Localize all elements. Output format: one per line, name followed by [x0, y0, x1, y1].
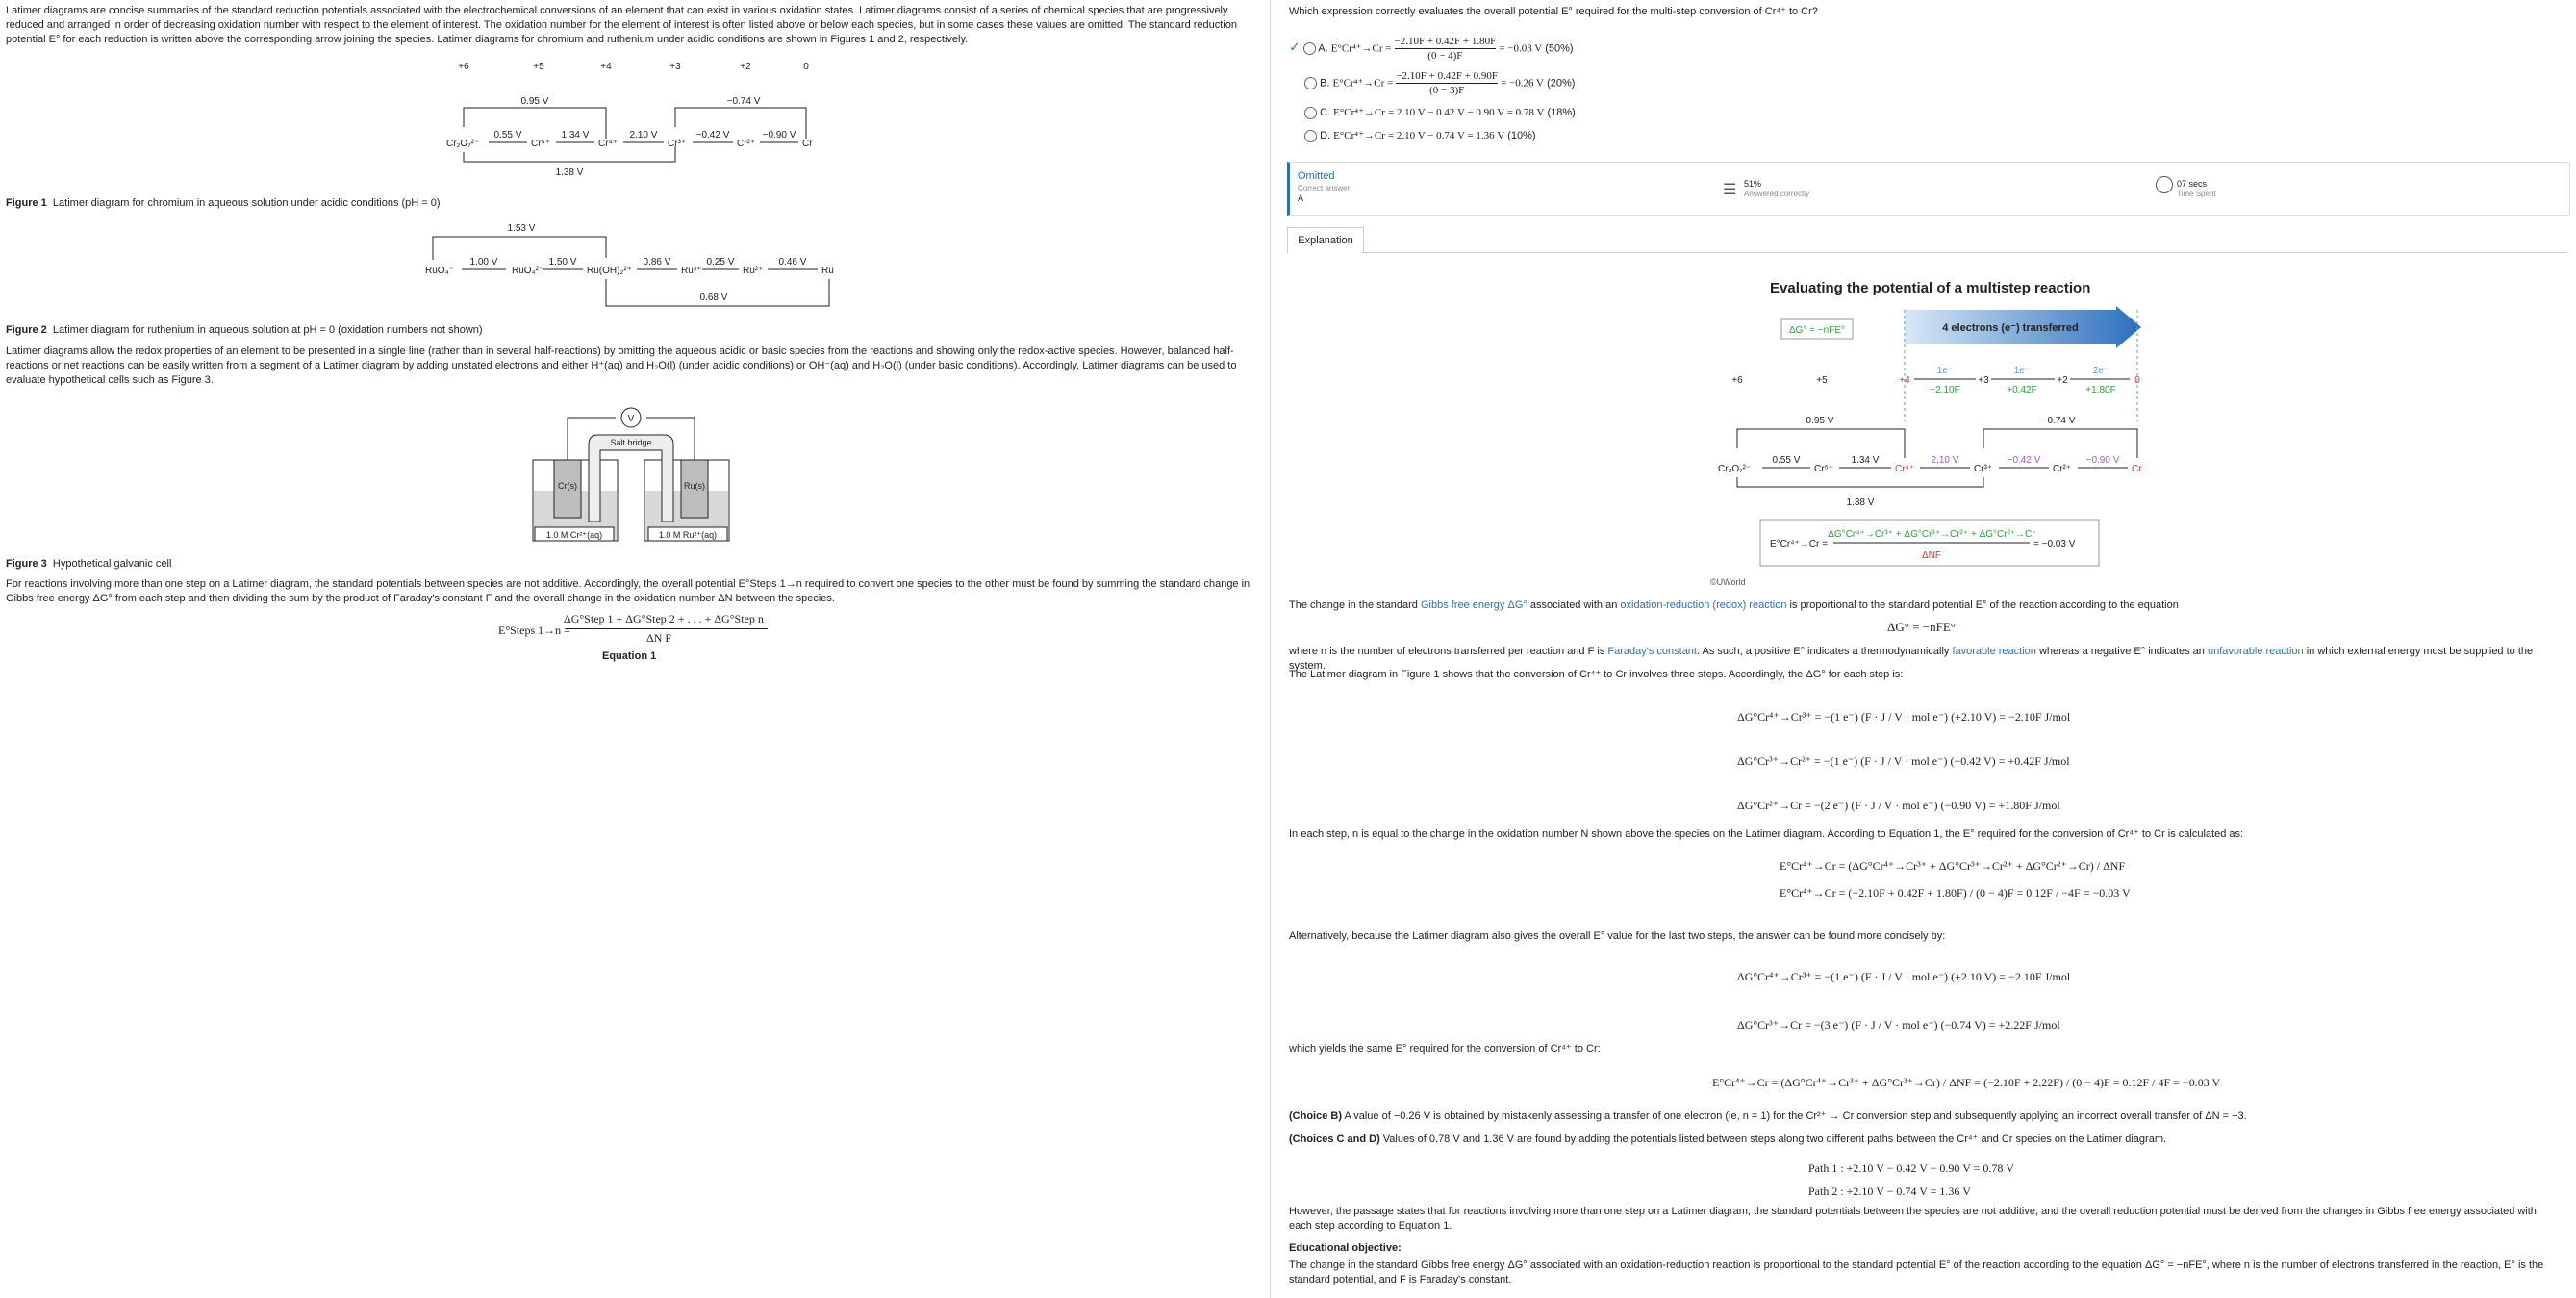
choice-d-lhs: E°Cr⁴⁺→Cr	[1333, 130, 1385, 141]
exp-sp-3: Cr³⁺	[1974, 464, 1993, 474]
fig1-sp-2: Cr⁴⁺	[598, 139, 619, 149]
calc1-0-val: (+2.10 V)	[1951, 710, 1997, 724]
choice-cd-label: (Choices C and D)	[1289, 1133, 1380, 1145]
exp-step-e-2: 2e⁻	[2092, 366, 2109, 376]
fig2-pot-0: 1.00 V	[469, 257, 498, 267]
exp-choice-cd	[1289, 1133, 2559, 1147]
fig2-sp-2: Ru(OH)₂²⁺	[587, 266, 632, 276]
left-solution: 1.0 M Cr²⁺(aq)	[545, 530, 603, 540]
calc3-1-res: = +2.22F J/mol	[1988, 1018, 2060, 1031]
calc3-0-mid: (F · J / V · mol e⁻)	[1860, 970, 1949, 983]
exp-pot-0: 0.55 V	[1772, 455, 1801, 466]
pct-correct-value: 51%	[1744, 179, 1762, 189]
fig1-pot-4: −0.90 V	[762, 130, 796, 140]
passage-intro: Latimer diagrams are concise summaries of the standard reduction potentials associated with the electrochemical conversions of an element that can exist in various oxidation states. Latimer diagrams consist of a series of chemical species that are progressively reduced and arranged in order of decreasing oxidation number with respect to the element of interest. The oxidation number for the element of interest is often listed above or below each species, but in some cases these values are omitted. The standard reduction potential E° for each reduction is written above the corresponding arrow joining the species. Latimer diagrams for chromium and ruthenium under acidic conditions are shown in Figures 1 and 2, respectively.	[6, 5, 1238, 45]
calc1-2-mid: (F · J / V · mol e⁻)	[1851, 799, 1938, 812]
choice-b-letter: B.	[1320, 77, 1330, 89]
fig1-top-a: 0.95 V	[520, 96, 549, 107]
fig2-bottom: 0.68 V	[699, 293, 728, 303]
fig1-pot-1: 1.34 V	[561, 130, 590, 140]
exp-sp-1: Cr⁵⁺	[1814, 464, 1833, 474]
exp-result-lhs: E°Cr⁴⁺→Cr =	[1770, 539, 1828, 549]
exp-bracket-top-b: −0.74 V	[2041, 416, 2076, 426]
eq1-num: ΔG°Step 1 + ΔG°Step 2 + . . . + ΔG°Step n	[564, 612, 764, 625]
fig2-pot-4: 0.46 V	[778, 257, 807, 267]
fig1-pot-2: 2.10 V	[629, 130, 658, 140]
exp-p2b: . As such, a positive E° indicates a thermodynamically	[1696, 646, 1953, 657]
choice-a[interactable]	[1289, 35, 1574, 63]
exp-p1c: is proportional to the standard potential E° of the reaction according to the equation	[1786, 599, 2179, 611]
time-value: 07 secs	[2177, 179, 2208, 189]
choice-b-pct: (20%)	[1547, 77, 1576, 89]
passage-para-3: For reactions involving more than one step on a Latimer diagram, the standard potentials between species are not additive. Accordingly, the overall potential E°Steps 1→n required to convert one species to the other must be found by summing the standard change in Gibbs free energy ΔG° from each step and then dividing the sum by the product of Faraday's constant F and the overall change in the oxidation number ΔN between the species.	[6, 578, 1250, 604]
exp-ox-0: +6	[1731, 375, 1743, 386]
calc2-line-2: E°Cr⁴⁺→Cr = (−2.10F + 0.42F + 1.80F) / (0 − 4)F = 0.12F / −4F = −0.03 V	[1780, 886, 2131, 900]
fig2-sp-3: Ru³⁺	[681, 266, 702, 276]
eq1-lhs: E°Steps 1→n =	[498, 624, 570, 637]
fig1-sp-4: Cr²⁺	[737, 139, 756, 149]
calc-block-4: E°Cr⁴⁺→Cr = (ΔG°Cr⁴⁺→Cr³⁺ + ΔG°Cr³⁺→Cr) / ΔNF = (−2.10F + 2.22F) / (0 − 4)F = 0.12F / 4F = −0.03 V	[1712, 1076, 2221, 1089]
choice-d-letter: D.	[1320, 130, 1331, 141]
fig1-sp-1: Cr⁵⁺	[531, 139, 550, 149]
exp-result-num: ΔG°Cr⁴⁺→Cr³⁺ + ΔG°Cr³⁺→Cr²⁺ + ΔG°Cr²⁺→Cr	[1828, 529, 2035, 540]
exp-ox-2: +4	[1899, 375, 1910, 386]
choice-a-den: (0 − 4)F	[1427, 50, 1463, 62]
choice-b-label: (Choice B)	[1289, 1110, 1342, 1122]
figure-3-text: Hypothetical galvanic cell	[52, 558, 172, 570]
fig2-pot-3: 0.25 V	[706, 257, 735, 267]
figure-2-latimer-ruthenium	[423, 219, 846, 308]
exp-step-e-0: 1e⁻	[1936, 366, 1954, 376]
choice-c-pct: (18%)	[1547, 107, 1576, 118]
exp-p2c: whereas a negative E° indicates an	[2035, 646, 2208, 657]
exp-ox-5: 0	[2134, 375, 2140, 386]
exp-para-6: which yields the same E° required for the conversion of Cr⁴⁺ to Cr:	[1289, 1043, 1601, 1055]
fig1-pot-3: −0.42 V	[695, 130, 730, 140]
exp-sp-5: Cr	[2132, 464, 2142, 474]
calc1-1-lhs: ΔG°Cr³⁺→Cr²⁺ = −(1 e⁻)	[1737, 754, 1858, 768]
link-faraday[interactable]: Faraday's constant	[1607, 646, 1697, 657]
exp-bracket-bottom: 1.38 V	[1846, 497, 1875, 508]
dg-equation-box: ΔG° = −nFE°	[1788, 325, 1846, 336]
calc3-1-lhs: ΔG°Cr³⁺→Cr = −(3 e⁻)	[1737, 1018, 1849, 1031]
link-unfavorable[interactable]: unfavorable reaction	[2207, 646, 2304, 657]
calc3-0-lhs: ΔG°Cr⁴⁺→Cr³⁺ = −(1 e⁻)	[1737, 970, 1858, 983]
choice-a-radio[interactable]	[1303, 42, 1316, 55]
exp-step-g-0: −2.10F	[1930, 385, 1960, 395]
choice-a-rhs: = −0.03 V	[1499, 42, 1543, 55]
calc1-row	[1737, 695, 2070, 739]
calc1-2-res: = +1.80F J/mol	[1988, 799, 2060, 812]
choice-b[interactable]	[1304, 69, 1575, 97]
figure-3-caption	[6, 558, 171, 570]
explanation-latimer-figure	[1703, 306, 2145, 575]
choice-d-expr: = 2.10 V − 0.74 V = 1.36 V	[1387, 130, 1505, 141]
exp-p1a: The change in the standard	[1289, 599, 1421, 611]
exp-pot-3: −0.42 V	[2007, 455, 2041, 466]
left-electrode: Cr(s)	[558, 481, 577, 491]
figure-1-text: Latimer diagram for chromium in aqueous solution under acidic conditions (pH = 0)	[52, 197, 441, 209]
calc1-0-res: = −2.10F J/mol	[1999, 710, 2071, 724]
fig1-ox-1: +5	[533, 62, 544, 72]
calc-block-3	[1737, 953, 2070, 1049]
calc3-1-val: (−0.74 V)	[1940, 1018, 1986, 1031]
exp-pot-4: −0.90 V	[2085, 455, 2120, 466]
calc1-1-mid: (F · J / V · mol e⁻)	[1860, 754, 1948, 768]
calc-block-1	[1737, 695, 2070, 827]
exp-p2a: where n is the number of electrons transferred per reaction and F is	[1289, 646, 1608, 657]
calc1-0-lhs: ΔG°Cr⁴⁺→Cr³⁺ = −(1 e⁻)	[1737, 710, 1858, 724]
fig2-sp-4: Ru²⁺	[743, 266, 764, 276]
figure-1-latimer-chromium	[423, 60, 827, 185]
choice-a-num: −2.10F + 0.42F + 1.80F	[1394, 36, 1497, 47]
link-redox[interactable]: oxidation-reduction (redox) reaction	[1620, 599, 1787, 611]
exp-result-rhs: = −0.03 V	[2033, 539, 2076, 549]
exp-ox-4: +2	[2057, 375, 2068, 386]
exp-choice-b	[1289, 1109, 2559, 1124]
salt-bridge-label: Salt bridge	[610, 438, 652, 447]
equation-1-label: Equation 1	[602, 650, 657, 662]
right-solution: 1.0 M Ru²⁺(aq)	[658, 530, 718, 540]
paths-block	[1808, 1157, 2014, 1203]
figure-1-caption	[6, 197, 441, 209]
choice-cd-text: Values of 0.78 V and 1.36 V are found by adding the potentials listed between steps along two different paths between the Cr⁴⁺ and Cr species on the Latimer diagram.	[1379, 1133, 2167, 1145]
path-2: Path 2 : +2.10 V − 0.74 V = 1.36 V	[1808, 1184, 1971, 1198]
passage-para-2: Latimer diagrams allow the redox properties of an element to be presented in a single line (rather than in several half-reactions) by omitting the aqueous acidic or basic species from the reactions and showing only the redox-active species. However, balanced half-reactions or net reactions can be easily written from a segment of a Latimer diagram by adding unstated electrons and either H⁺(aq) and H₂O(l) (under acidic conditions) or OH⁻(aq) and H₂O(l) (under basic conditions). Accordingly, Latimer diagrams can be used to evaluate hypothetical cells such as Figure 3.	[6, 345, 1237, 386]
calc1-2-lhs: ΔG°Cr²⁺→Cr = −(2 e⁻)	[1737, 799, 1849, 812]
right-electrode: Ru(s)	[684, 481, 705, 491]
calc3-0-res: = −2.10F J/mol	[1999, 970, 2071, 983]
edu-objective-label: Educational objective:	[1289, 1242, 1402, 1254]
status-omitted: Omitted	[1298, 170, 1335, 182]
choice-b-radio[interactable]	[1304, 77, 1317, 89]
calc3-row	[1737, 953, 2070, 1001]
exp-sp-4: Cr²⁺	[2053, 464, 2072, 474]
calc1-1-res: = +0.42F J/mol	[1998, 754, 2070, 768]
choice-c-lhs: E°Cr⁴⁺→Cr	[1333, 107, 1385, 118]
correct-check-icon: ✓	[1289, 38, 1301, 55]
exp-step-g-1: +0.42F	[2007, 385, 2037, 395]
exp-step-e-1: 1e⁻	[2013, 366, 2031, 376]
choice-a-pct: (50%)	[1545, 42, 1574, 55]
exp-para-3: The Latimer diagram in Figure 1 shows that the conversion of Cr⁴⁺ to Cr involves three steps. Accordingly, the ΔG° for each step is:	[1289, 669, 1904, 680]
choice-b-rhs: = −0.26 V	[1501, 77, 1544, 89]
copyright: ©UWorld	[1710, 577, 1746, 587]
exp-pot-2: 2.10 V	[1931, 455, 1959, 466]
voltmeter-label: V	[627, 414, 635, 424]
figure-3-label: Figure 3	[6, 558, 47, 570]
choice-b-num: −2.10F + 0.42F + 0.90F	[1396, 70, 1499, 82]
path-1: Path 1 : +2.10 V − 0.42 V − 0.90 V = 0.78 V	[1808, 1161, 2014, 1175]
choice-b-lhs: E°Cr⁴⁺→Cr =	[1332, 77, 1394, 89]
exp-step-g-2: +1.80F	[2085, 385, 2116, 395]
exp-pot-1: 1.34 V	[1851, 455, 1880, 466]
exp-result-den: ΔNF	[1921, 550, 1942, 561]
choice-d-pct: (10%)	[1507, 130, 1536, 141]
exp-sp-0: Cr₂O₇²⁻	[1718, 464, 1752, 474]
fig1-ox-4: +2	[740, 62, 751, 72]
eq-dg-main: ΔG° = −nFE°	[1887, 620, 1956, 634]
fig1-ox-3: +3	[669, 62, 681, 72]
exp-bracket-top-a: 0.95 V	[1806, 416, 1834, 426]
fig1-bottom: 1.38 V	[555, 167, 584, 178]
calc1-row	[1737, 739, 2070, 783]
calc2-line-1: E°Cr⁴⁺→Cr = (ΔG°Cr⁴⁺→Cr³⁺ + ΔG°Cr³⁺→Cr²⁺ + ΔG°Cr²⁺→Cr) / ΔNF	[1780, 859, 2126, 873]
exp-ox-3: +3	[1978, 375, 1989, 386]
fig2-top: 1.53 V	[507, 223, 536, 234]
passage-panel	[0, 0, 1271, 1298]
figure-2-label: Figure 2	[6, 324, 47, 336]
fig1-sp-3: Cr³⁺	[668, 139, 687, 149]
exp-para-4: In each step, n is equal to the change in the oxidation number N shown above the species on the Latimer diagram. According to Equation 1, the E° required for the conversion of Cr⁴⁺ to Cr is calculated as:	[1289, 828, 2244, 840]
exp-para-5: Alternatively, because the Latimer diagram also gives the overall E° value for the last two steps, the answer can be found more concisely by:	[1289, 930, 1946, 942]
link-favorable[interactable]: favorable reaction	[1952, 646, 2036, 657]
choice-d-radio[interactable]	[1304, 130, 1317, 142]
fig2-pot-1: 1.50 V	[548, 257, 577, 267]
calc1-2-val: (−0.90 V)	[1940, 799, 1986, 812]
eq1-den: ΔN F	[646, 631, 672, 645]
exp-sp-2: Cr⁴⁺	[1895, 464, 1915, 474]
calc3-0-val: (+2.10 V)	[1951, 970, 1997, 983]
figure-1-label: Figure 1	[6, 197, 47, 209]
time-label: Time Spent	[2177, 190, 2216, 198]
fig1-sp-0: Cr₂O₇²⁻	[446, 139, 480, 149]
explanation-figure-title: Evaluating the potential of a multistep reaction	[1770, 280, 2091, 296]
fig2-sp-0: RuO₄⁻	[425, 266, 454, 276]
calc3-1-mid: (F · J / V · mol e⁻)	[1851, 1018, 1938, 1031]
exp-para-7: However, the passage states that for reactions involving more than one step on a Latimer diagram, the standard potentials between the species are not additive, and the overall reduction potential must be derived from the changes in Gibbs free energy associated with each step according to Equation 1.	[1289, 1206, 2537, 1232]
tab-explanation[interactable]: Explanation	[1287, 227, 1364, 253]
calc1-0-mid: (F · J / V · mol e⁻)	[1860, 710, 1949, 724]
choice-a-lhs: E°Cr⁴⁺→Cr =	[1330, 42, 1392, 55]
bar-chart-icon: ☰	[1723, 182, 1737, 198]
choice-c-radio[interactable]	[1304, 107, 1317, 119]
calc1-1-val: (−0.42 V)	[1950, 754, 1996, 768]
correct-answer-value: A	[1298, 193, 1304, 203]
figure-3-galvanic-cell	[527, 402, 735, 547]
fig1-ox-2: +4	[600, 62, 612, 72]
exp-ox-1: +5	[1816, 375, 1828, 386]
figure-2-caption	[6, 324, 483, 336]
choice-b-den: (0 − 3)F	[1429, 85, 1465, 96]
fig1-sp-5: Cr	[802, 139, 813, 149]
calc1-row	[1737, 783, 2070, 827]
choice-c-letter: C.	[1320, 107, 1331, 118]
choice-c[interactable]	[1304, 106, 1576, 119]
stats-bar	[1287, 162, 2570, 216]
correct-answer-label: Correct answer	[1298, 184, 1351, 192]
exp-p1b: associated with an	[1527, 599, 1621, 611]
fig1-ox-5: 0	[803, 62, 809, 72]
choice-a-letter: A.	[1318, 42, 1328, 55]
calc-block-2	[1780, 853, 2131, 906]
fig2-sp-1: RuO₄²⁻	[512, 266, 544, 276]
choice-c-expr: = 2.10 V − 0.42 V − 0.90 V = 0.78 V	[1387, 107, 1545, 118]
electrons-arrow-label: 4 electrons (e⁻) transferred	[1942, 322, 2079, 334]
fig1-ox-0: +6	[458, 62, 469, 72]
edu-objective-text: The change in the standard Gibbs free energy ΔG° associated with an oxidation-reduction reaction is proportional to the standard potential E° of the reaction according to the equation ΔG° = −nFE°, where n is the number of electrons transferred in the reaction, E° is the standard potential, and F is Faraday's constant.	[1289, 1260, 2544, 1285]
figure-2-text: Latimer diagram for ruthenium in aqueous solution at pH = 0 (oxidation numbers not shown)	[52, 324, 483, 336]
clock-icon	[2156, 176, 2173, 193]
fig2-sp-5: Ru	[821, 266, 834, 276]
link-gibbs[interactable]: Gibbs free energy ΔG°	[1420, 599, 1528, 611]
question-stem: Which expression correctly evaluates the overall potential E° required for the multi-step conversion of Cr⁴⁺ to Cr?	[1289, 6, 1818, 17]
exp-p2d: in which external energy must be supplied to the system.	[1289, 646, 2534, 672]
choice-d[interactable]	[1304, 129, 1536, 142]
fig1-top-b: −0.74 V	[726, 96, 761, 107]
choice-b-text: A value of −0.26 V is obtained by mistakenly assessing a transfer of one electron (ie, n = 1) for the Cr²⁺ → Cr conversion step and subsequently applying an incorrect overall transfer of ΔN = −3.	[1342, 1110, 2247, 1122]
pct-correct-label: Answered correctly	[1744, 190, 1810, 198]
exp-para-1	[1289, 598, 2559, 613]
fig1-pot-0: 0.55 V	[493, 130, 522, 140]
fig2-pot-2: 0.86 V	[643, 257, 671, 267]
